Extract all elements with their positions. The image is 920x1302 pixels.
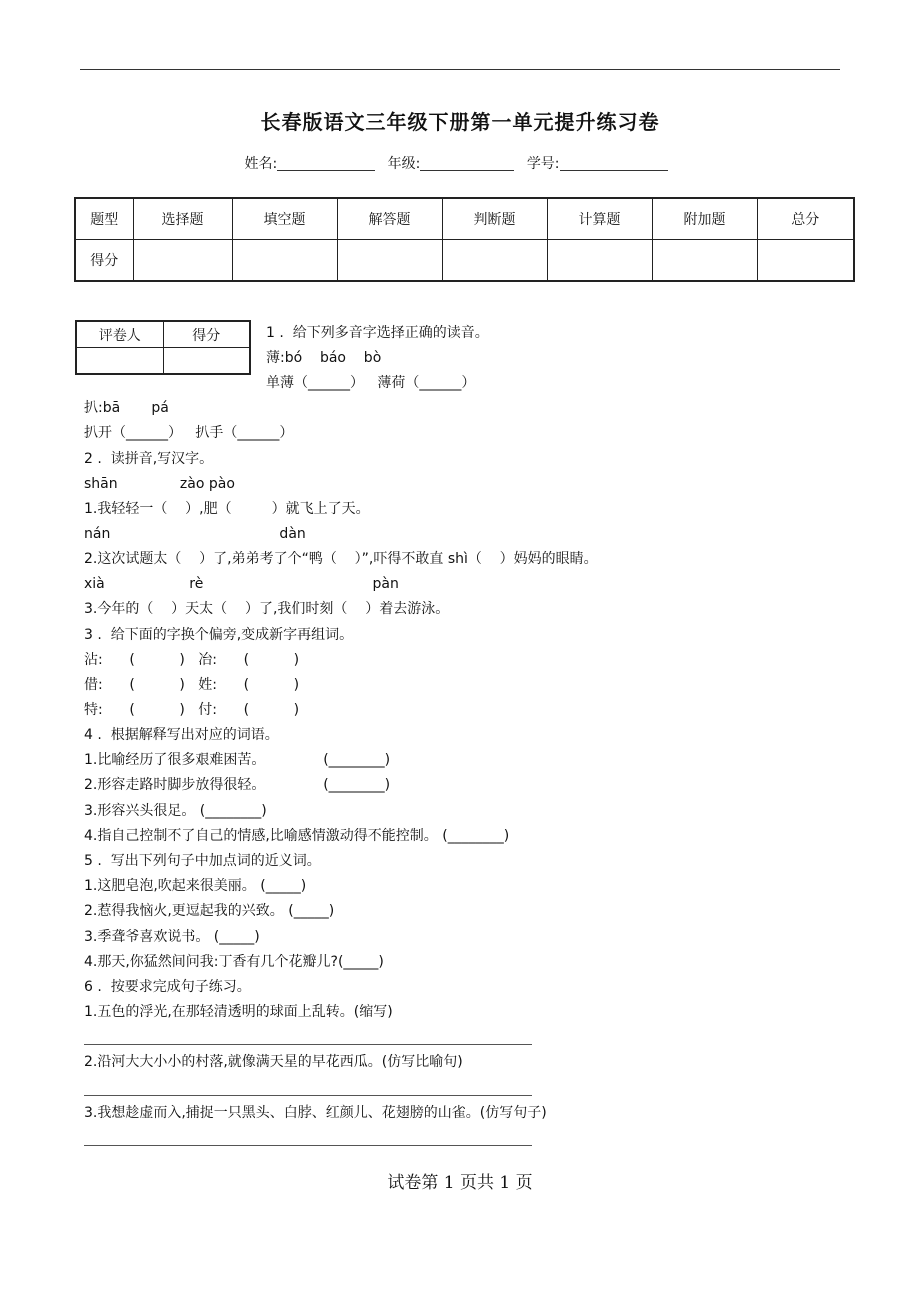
question-2-item: 1.我轻轻一（ ）,肥（ ）就飞上了天。 bbox=[84, 501, 370, 517]
question-4-item: 1.比喻经历了很多艰难困苦。 (________) bbox=[84, 752, 391, 768]
score-cell[interactable] bbox=[133, 240, 232, 282]
header-cell: 填空题 bbox=[232, 198, 337, 240]
question-1-title: 1 . 给下列多音字选择正确的读音。 bbox=[266, 325, 489, 341]
question-3-item: 特: ( ) 付: ( ) bbox=[84, 702, 300, 718]
score-table-row bbox=[75, 240, 854, 282]
score-cell[interactable] bbox=[652, 240, 757, 282]
reviewer-cell[interactable] bbox=[76, 348, 163, 375]
page-footer: 试卷第 1 页共 1 页 bbox=[387, 1173, 533, 1193]
answer-line[interactable] bbox=[84, 1145, 532, 1146]
reviewer-table bbox=[75, 320, 251, 375]
grade-label: 年级: bbox=[387, 156, 421, 172]
question-1-pinyin: 扒:bā pá bbox=[84, 400, 169, 416]
page-title: 长春版语文三年级下册第一单元提升练习卷 bbox=[260, 110, 660, 134]
question-2-item: 3.今年的（ ）天太（ ）了,我们时刻（ ）着去游泳。 bbox=[84, 601, 450, 617]
question-2-title: 2 . 读拼音,写汉字。 bbox=[84, 451, 214, 467]
question-3-item: 沾: ( ) 冶: ( ) bbox=[84, 652, 300, 668]
reviewer-label: 评卷人 bbox=[76, 321, 163, 348]
question-4-item: 4.指自己控制不了自己的情感,比喻感情激动得不能控制。 (________) bbox=[84, 828, 510, 844]
question-2-pinyin: xià rè pàn bbox=[84, 576, 399, 592]
question-5-title: 5 . 写出下列句子中加点词的近义词。 bbox=[84, 853, 321, 869]
header-cell: 附加题 bbox=[652, 198, 757, 240]
question-4-item: 3.形容兴头很足。 (________) bbox=[84, 803, 267, 819]
name-label: 姓名: bbox=[244, 156, 278, 172]
question-5-item: 2.惹得我恼火,更逗起我的兴致。 (_____) bbox=[84, 903, 335, 919]
row-label: 得分 bbox=[75, 240, 133, 282]
question-6-item: 3.我想趁虚而入,捕捉一只黑头、白脖、红颜儿、花翅膀的山雀。(仿写句子) bbox=[84, 1105, 547, 1121]
question-5-item: 3.季聋爷喜欢说书。 (_____) bbox=[84, 929, 260, 945]
score-table bbox=[74, 197, 855, 282]
score-table-header bbox=[75, 198, 854, 240]
header-cell: 选择题 bbox=[133, 198, 232, 240]
question-1-pinyin: 薄:bó báo bò bbox=[266, 350, 382, 366]
name-field[interactable] bbox=[277, 156, 375, 171]
question-6-item: 2.沿河大大小小的村落,就像满天星的早花西瓜。(仿写比喻句) bbox=[84, 1054, 463, 1070]
grade-field[interactable] bbox=[420, 156, 514, 171]
answer-line[interactable] bbox=[84, 1095, 532, 1096]
score-cell[interactable] bbox=[757, 240, 854, 282]
question-1-item: 扒开（______） 扒手（______） bbox=[84, 425, 294, 441]
question-4-title: 4 . 根据解释写出对应的词语。 bbox=[84, 727, 279, 743]
reviewer-score-label: 得分 bbox=[163, 321, 250, 348]
header-cell: 题型 bbox=[75, 198, 133, 240]
id-label: 学号: bbox=[526, 156, 560, 172]
question-5-item: 1.这肥皂泡,吹起来很美丽。 (_____) bbox=[84, 878, 307, 894]
score-cell[interactable] bbox=[232, 240, 337, 282]
question-2-item: 2.这次试题太（ ）了,弟弟考了个“鸭（ ）”,吓得不敢直 shì（ ）妈妈的眼睛。 bbox=[84, 551, 598, 567]
question-5-item: 4.那天,你猛然间问我:丁香有几个花瓣儿?(_____) bbox=[84, 954, 384, 970]
header-cell: 判断题 bbox=[442, 198, 547, 240]
question-2-pinyin: nán dàn bbox=[84, 526, 306, 542]
student-info bbox=[0, 153, 920, 173]
score-cell[interactable] bbox=[337, 240, 442, 282]
question-2-pinyin: shān zào pào bbox=[84, 476, 235, 492]
question-3-title: 3 . 给下面的字换个偏旁,变成新字再组词。 bbox=[84, 627, 354, 643]
header-cell: 解答题 bbox=[337, 198, 442, 240]
question-6-title: 6 . 按要求完成句子练习。 bbox=[84, 979, 251, 995]
score-cell[interactable] bbox=[547, 240, 652, 282]
header-cell: 总分 bbox=[757, 198, 854, 240]
answer-line[interactable] bbox=[84, 1044, 532, 1045]
score-cell[interactable] bbox=[442, 240, 547, 282]
reviewer-score-cell[interactable] bbox=[163, 348, 250, 375]
question-3-item: 借: ( ) 姓: ( ) bbox=[84, 677, 300, 693]
header-cell: 计算题 bbox=[547, 198, 652, 240]
question-4-item: 2.形容走路时脚步放得很轻。 (________) bbox=[84, 777, 391, 793]
question-1-item: 单薄（______） 薄荷（______） bbox=[266, 375, 476, 391]
id-field[interactable] bbox=[560, 156, 668, 171]
question-6-item: 1.五色的浮光,在那轻清透明的球面上乱转。(缩写) bbox=[84, 1004, 393, 1020]
top-rule bbox=[80, 69, 840, 70]
